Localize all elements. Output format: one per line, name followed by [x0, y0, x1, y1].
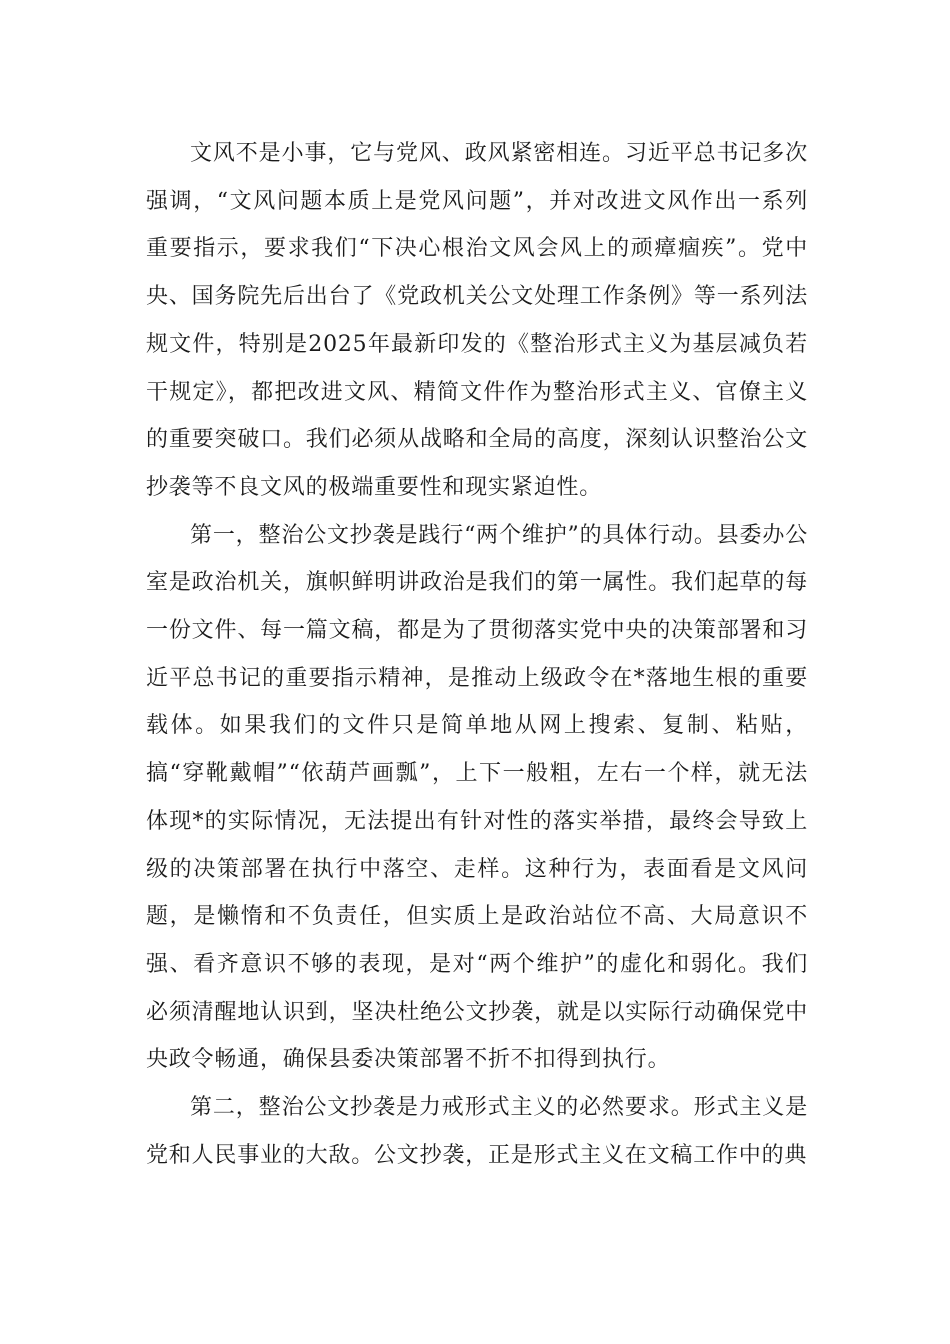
document-body [146, 130, 808, 1179]
paragraph-intro: 文风不是小事，它与党风、政风紧密相连。习近平总书记多次强调，“文风问题本质上是党风问题”，并对改进文风作出一系列重要指示，要求我们“下决心根治文风会风上的顽瘴痼疾”。党中央、国务院先后出台了《党政机关公文处理工作条例》等一系列法规文件，特别是2025年最新印发的《整治形式主义为基层减负若干规定》，都把改进文风、精简文件作为整治形式主义、官僚主义的重要突破口。我们必须从战略和全局的高度，深刻认识整治公文抄袭等不良文风的极端重要性和现实紧迫性。 [146, 141, 808, 500]
paragraph-second-point: 第二，整治公文抄袭是力戒形式主义的必然要求。形式主义是党和人民事业的大敌。公文抄袭，正是形式主义在文稿工作中的典 [146, 1095, 808, 1168]
paragraph-first-point: 第一，整治公文抄袭是践行“两个维护”的具体行动。县委办公室是政治机关，旗帜鲜明讲政治是我们的第一属性。我们起草的每一份文件、每一篇文稿，都是为了贯彻落实党中央的决策部署和习近平总书记的重要指示精神，是推动上级政令在*落地生根的重要载体。如果我们的文件只是简单地从网上搜索、复制、粘贴，搞“穿靴戴帽”“依葫芦画瓢”，上下一般粗，左右一个样，就无法体现*的实际情况，无法提出有针对性的落实举措，最终会导致上级的决策部署在执行中落空、走样。这种行为，表面看是文风问题，是懒惰和不负责任，但实质上是政治站位不高、大局意识不强、看齐意识不够的表现，是对“两个维护”的虚化和弱化。我们必须清醒地认识到，坚决杜绝公文抄袭，就是以实际行动确保党中央政令畅通，确保县委决策部署不折不扣得到执行。 [146, 522, 808, 1073]
